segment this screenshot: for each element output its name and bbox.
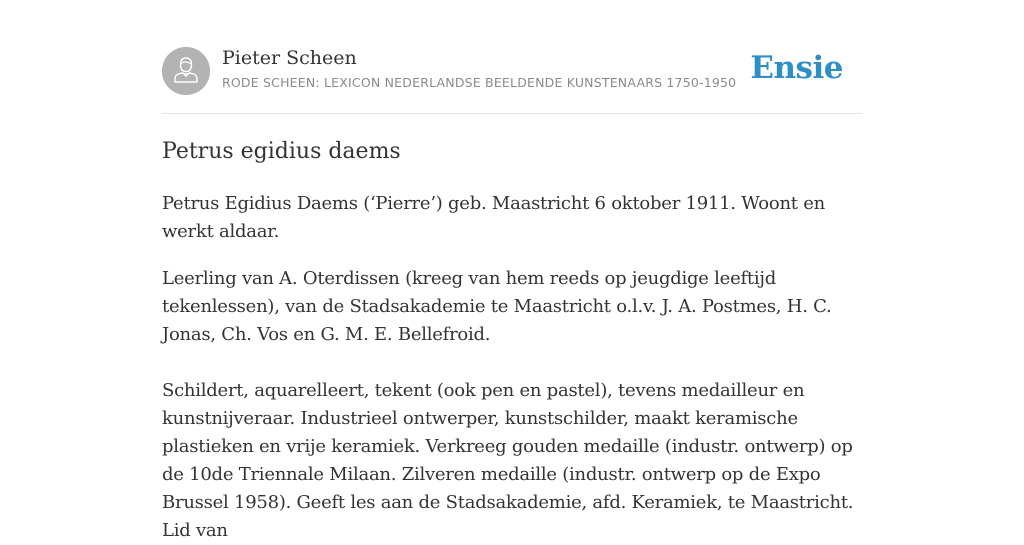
article-paragraph: Schildert, aquarelleert, tekent (ook pen en pastel), tevens medailleur en kunstnijveraar. Industrieel ontwerper, kunstschilder, maakt keramische plastieken en vrije keramiek. Verkreeg gouden medaille (industr. ontwerp) op de 10de Triennale Milaan. Zilveren medaille (industr. ontwerp op de Expo Brussel 1958). Geeft les aan de Stadsakademie, afd. Keramiek, te Maastricht. Lid van xyxy=(162,380,854,541)
ensie-logo[interactable]: Ensie xyxy=(750,50,843,86)
author-avatar[interactable] xyxy=(162,47,210,95)
source-publication[interactable]: RODE SCHEEN: LEXICON NEDERLANDSE BEELDENDE KUNSTENAARS 1750-1950 xyxy=(222,75,737,90)
article-title: Petrus egidius daems xyxy=(162,139,401,164)
article-paragraph: Leerling van A. Oterdissen (kreeg van hem reeds op jeugdige leeftijd tekenlessen), van de Stadsakademie te Maastricht o.l.v. J. A. Postmes, H. C. Jonas, Ch. Vos en G. M. E. Bellefroid. xyxy=(162,268,832,345)
author-name[interactable]: Pieter Scheen xyxy=(222,47,357,69)
user-avatar-icon xyxy=(162,47,210,95)
article-container xyxy=(162,0,862,541)
article-paragraph: Petrus Egidius Daems (‘Pierre’) geb. Maastricht 6 oktober 1911. Woont en werkt aldaar. xyxy=(162,193,826,242)
article-header xyxy=(162,0,862,114)
